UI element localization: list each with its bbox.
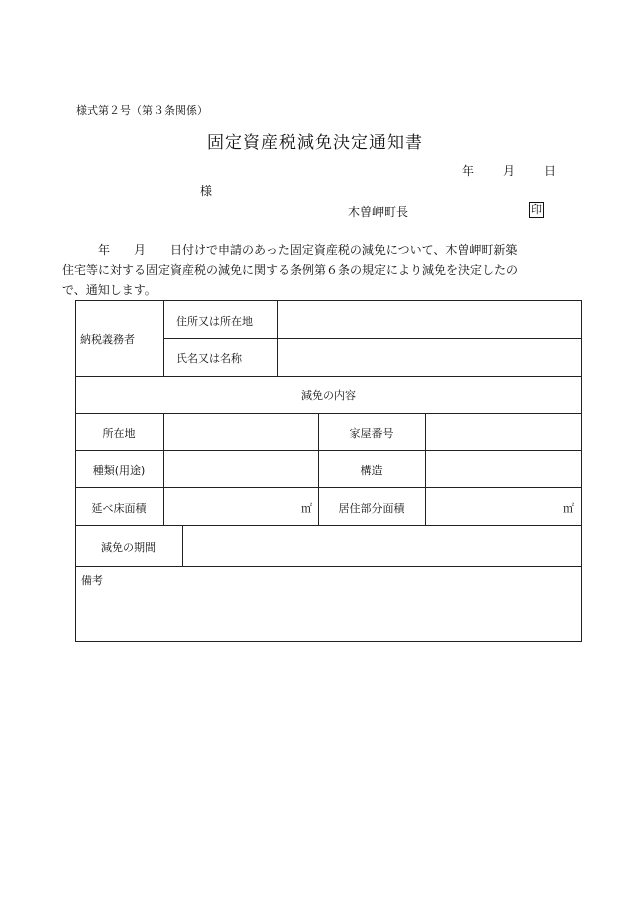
- location-label: 所在地: [102, 427, 136, 440]
- form-number: 様式第２号（第３条関係）: [76, 104, 208, 117]
- body-line-3: で、通知します。: [62, 283, 157, 297]
- name-label: 氏名又は名称: [176, 352, 242, 365]
- living-area-label: 居住部分面積: [338, 502, 405, 515]
- body-line-2: 住宅等に対する固定資産税の減免に関する条例第６条の規定により減免を決定したの: [62, 263, 519, 277]
- structure-label: 構造: [360, 464, 383, 477]
- document-title: 固定資産税減免決定通知書: [207, 133, 423, 153]
- issuer-name: 木曽岬町長: [348, 205, 409, 219]
- floor-area-unit: ㎡: [301, 502, 312, 515]
- notice-body: [62, 240, 587, 300]
- house-number-label: 家屋番号: [349, 427, 394, 440]
- taxpayer-label: 納税義務者: [80, 333, 135, 346]
- body-line-1: 年 月 日付けで申請のあった固定資産税の減免について、木曽岬町新築: [62, 243, 518, 257]
- living-area-unit: ㎡: [563, 502, 574, 515]
- type-use-label: 種類(用途): [92, 464, 146, 477]
- reduction-details-header: 減免の内容: [301, 389, 356, 402]
- address-label: 住所又は所在地: [176, 315, 253, 328]
- date-year: 年: [462, 164, 475, 178]
- period-label: 減免の期間: [101, 541, 156, 554]
- remarks-label: 備考: [81, 574, 103, 587]
- date-day: 日: [544, 164, 557, 178]
- floor-area-label: 延べ床面積: [91, 502, 147, 515]
- date-month: 月: [503, 164, 516, 178]
- addressee-suffix: 様: [200, 184, 213, 198]
- seal-mark: 印: [531, 203, 542, 216]
